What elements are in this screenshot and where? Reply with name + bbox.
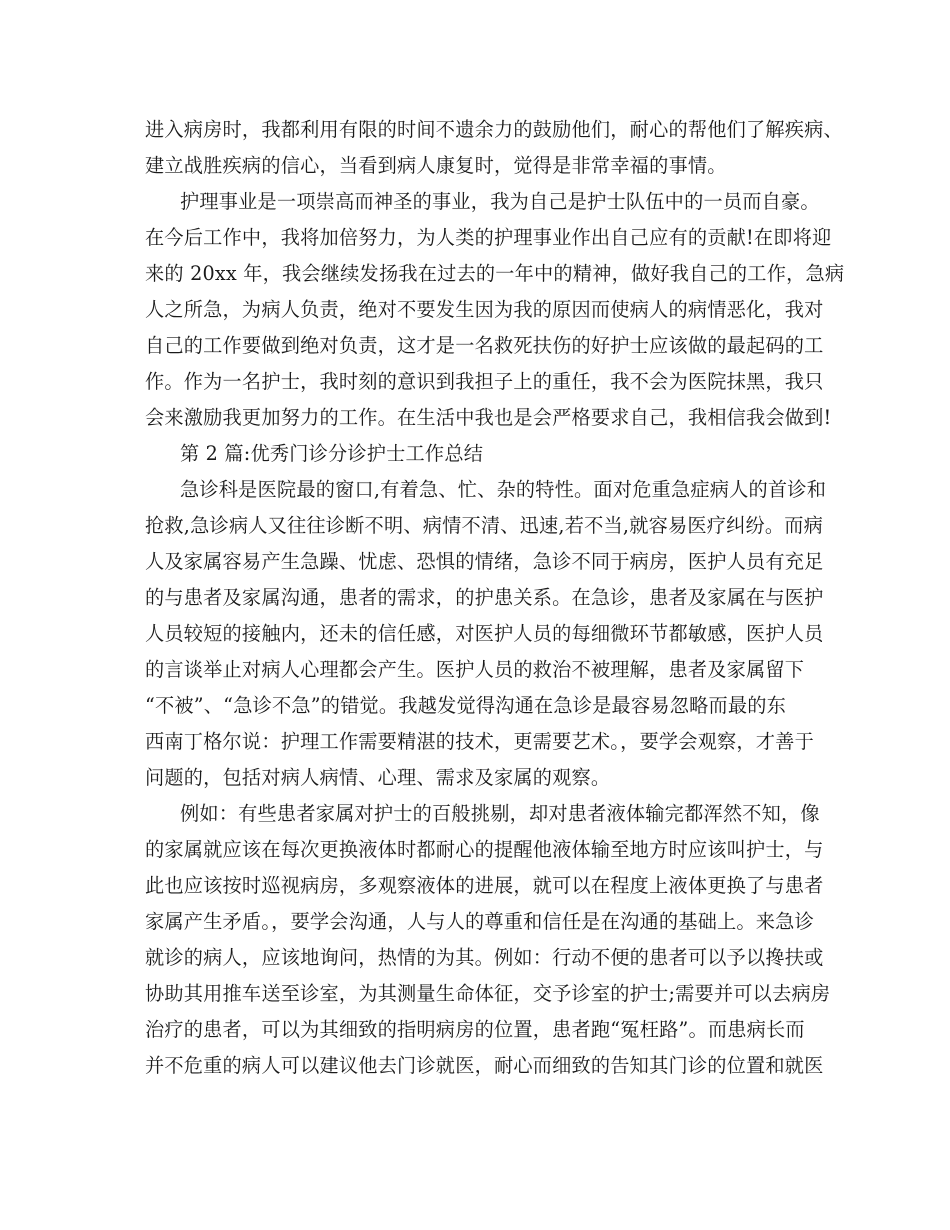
- paragraph-line: 护理事业是一项崇高而神圣的事业，我为自己是护士队伍中的一员而自豪。: [180, 190, 820, 213]
- paragraph-line: 人之所急，为病人负责，绝对不要发生因为我的原因而使病人的病情恶化，我对: [145, 298, 824, 321]
- paragraph-line: 治疗的患者，可以为其细致的指明病房的位置，患者跑“冤枉路”。而患病长而: [145, 1018, 805, 1041]
- paragraph-line: 急诊科是医院最的窗口,有着急、忙、杂的特性。面对危重急症病人的首诊和: [180, 478, 827, 501]
- paragraph-line: 作。作为一名护士，我时刻的意识到我担子上的重任，我不会为医院抹黑，我只: [145, 370, 824, 393]
- paragraph-line: 并不危重的病人可以建议他去门诊就医，耐心而细致的告知其门诊的位置和就医: [145, 1054, 824, 1077]
- paragraph-line: 抢救,急诊病人又往往诊断不明、病情不清、迅速,若不当,就容易医疗纠纷。而病: [145, 514, 824, 537]
- paragraph-line: 进入病房时，我都利用有限的时间不遗余力的鼓励他们，耐心的帮他们了解疾病、: [145, 118, 843, 141]
- section-heading: 第 2 篇:优秀门诊分诊护士工作总结: [180, 442, 484, 465]
- paragraph-line: 的言谈举止对病人心理都会产生。医护人员的救治不被理解，患者及家属留下: [145, 658, 805, 681]
- paragraph-line: 西南丁格尔说：护理工作需要精湛的技术，更需要艺术。，要学会观察，才善于: [145, 730, 814, 753]
- paragraph-line: “不被”、“急诊不急”的错觉。我越发觉得沟通在急诊是最容易忽略而最的东: [145, 694, 787, 717]
- paragraph-line: 问题的，包括对病人病情、心理、需求及家属的观察。: [145, 766, 611, 789]
- paragraph-line: 自己的工作要做到绝对负责，这才是一名救死扶伤的好护士应该做的最起码的工: [145, 334, 824, 357]
- paragraph-line: 会来激励我更加努力的工作。在生活中我也是会严格要求自己，我相信我会做到!: [145, 406, 832, 429]
- paragraph-line: 的与患者及家属沟通，患者的需求，的护患关系。在急诊，患者及家属在与医护: [145, 586, 824, 609]
- paragraph-line: 例如：有些患者家属对护士的百般挑剔，却对患者液体输完都浑然不知，像: [180, 802, 820, 825]
- paragraph-line: 人员较短的接触内，还未的信任感，对医护人员的每细微环节都敏感，医护人员: [145, 622, 824, 645]
- paragraph-line: 来的 20xx 年，我会继续发扬我在过去的一年中的精神，做好我自己的工作，急病: [145, 262, 845, 285]
- paragraph-line: 协助其用推车送至诊室，为其测量生命体征，交予诊室的护士;需要并可以去病房: [145, 982, 831, 1005]
- paragraph-line: 的家属就应该在每次更换液体时都耐心的提醒他液体输至地方时应该叫护士，与: [145, 838, 824, 861]
- paragraph-line: 就诊的病人，应该地询问，热情的为其。例如：行动不便的患者可以予以搀扶或: [145, 946, 824, 969]
- paragraph-line: 在今后工作中，我将加倍努力，为人类的护理事业作出自己应有的贡献!在即将迎: [145, 226, 832, 249]
- paragraph-line: 建立战胜疾病的信心，当看到病人康复时，觉得是非常幸福的事情。: [145, 154, 727, 177]
- paragraph-line: 此也应该按时巡视病房，多观察液体的进展，就可以在程度上液体更换了与患者: [145, 874, 824, 897]
- paragraph-line: 家属产生矛盾。，要学会沟通，人与人的尊重和信任是在沟通的基础上。来急诊: [145, 910, 814, 933]
- paragraph-line: 人及家属容易产生急躁、忧虑、恐惧的情绪，急诊不同于病房，医护人员有充足: [145, 550, 824, 573]
